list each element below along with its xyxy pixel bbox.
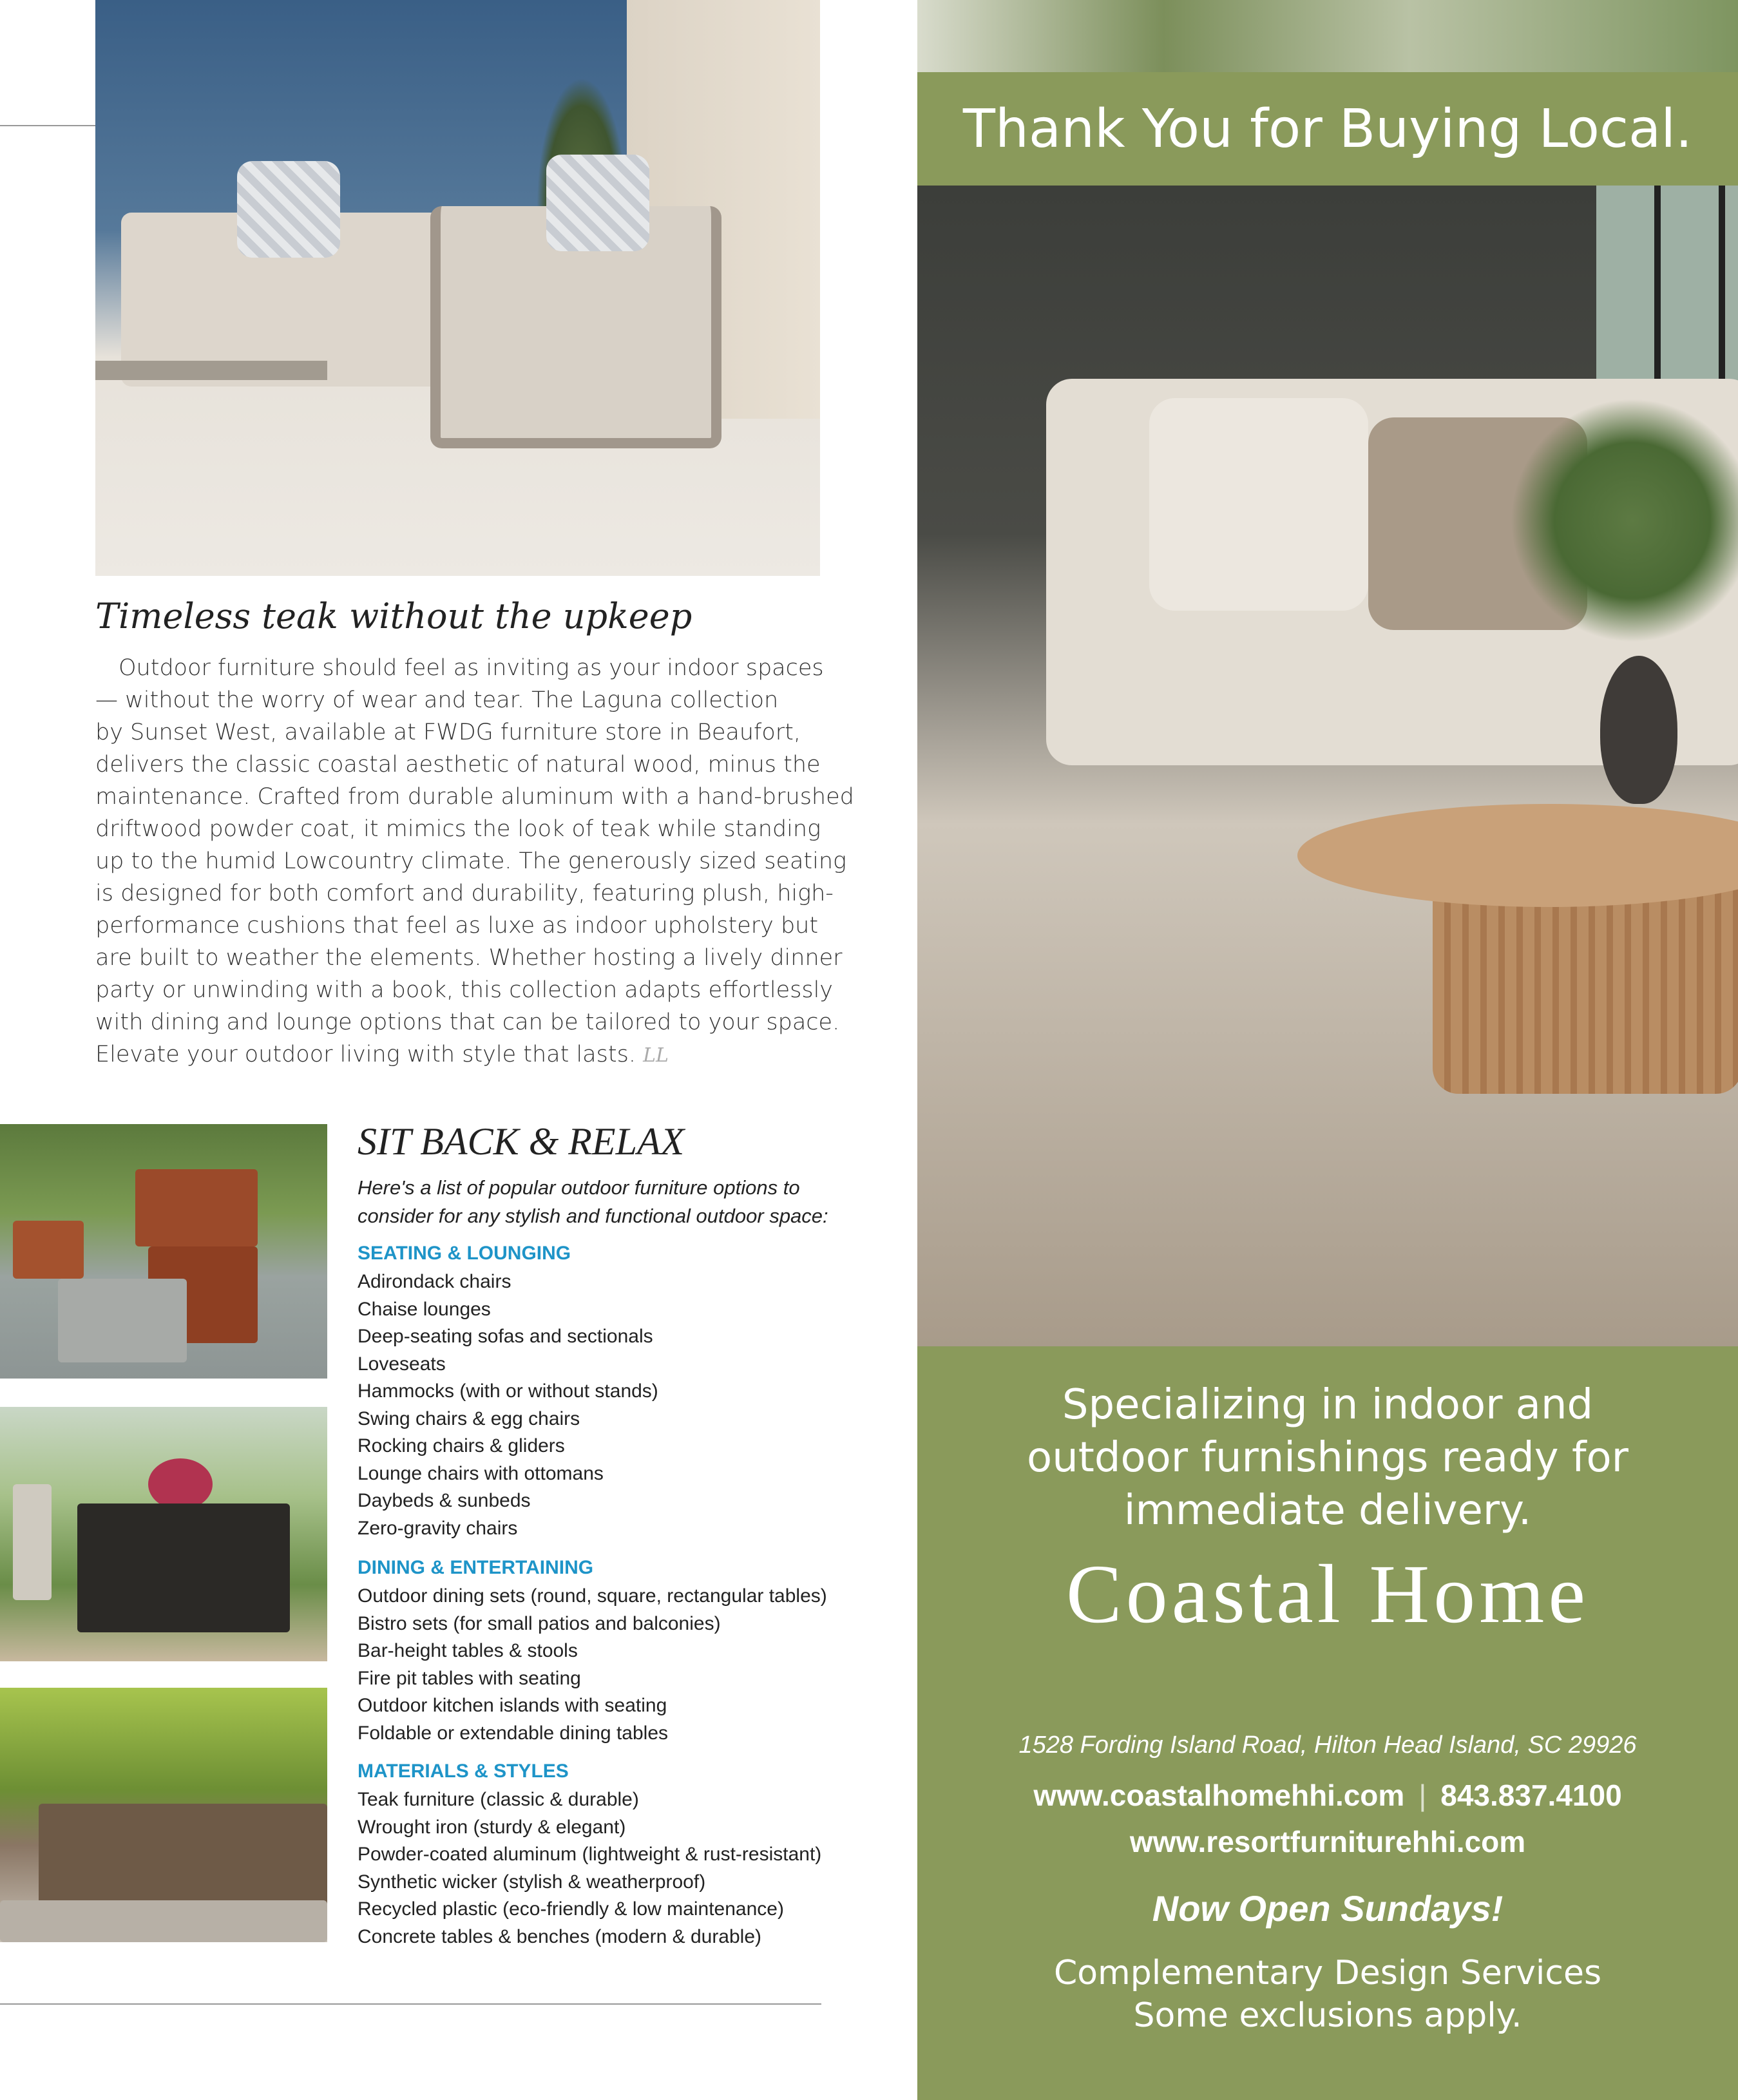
top-divider: [0, 125, 97, 126]
list-item: Rocking chairs & gliders: [358, 1435, 565, 1456]
list-item: Fire pit tables with seating: [358, 1667, 581, 1689]
list-item: Bistro sets (for small patios and balconies): [358, 1612, 721, 1634]
body-line: are built to weather the elements. Whether hosting a lively dinner: [95, 945, 843, 971]
category-heading: DINING & ENTERTAINING: [358, 1557, 594, 1578]
patio-furniture-photo: [95, 0, 820, 576]
ad-tagline: [917, 1379, 1738, 1537]
category-dining: [358, 1554, 847, 1747]
list-item: Teak furniture (classic & durable): [358, 1789, 639, 1810]
body-line: Elevate your outdoor living with style that lasts.: [95, 1042, 636, 1067]
body-line: driftwood powder coat, it mimics the look of teak while standing: [95, 816, 821, 842]
list-item: Loveseats: [358, 1353, 446, 1375]
list-item: Outdoor dining sets (round, square, rectangular tables): [358, 1585, 827, 1607]
article-headline: Timeless teak without the upkeep: [95, 596, 692, 636]
body-line: party or unwinding with a book, this collection adapts effortlessly: [95, 977, 834, 1003]
list-item: Deep-seating sofas and sectionals: [358, 1326, 653, 1347]
list-item: Synthetic wicker (stylish & weatherproof): [358, 1871, 706, 1893]
body-line: delivers the classic coastal aesthetic of natural wood, minus the: [95, 752, 821, 778]
category-heading: SEATING & LOUNGING: [358, 1243, 571, 1264]
list-item: Lounge chairs with ottomans: [358, 1462, 604, 1484]
olive-tree-photo-strip: [917, 0, 1738, 72]
list-item: Daybeds & sunbeds: [358, 1490, 531, 1511]
tagline-line: immediate delivery.: [1123, 1487, 1532, 1534]
list-item: Zero-gravity chairs: [358, 1517, 518, 1539]
category-heading: MATERIALS & STYLES: [358, 1761, 569, 1782]
intro-line: Here's a list of popular outdoor furniture options to: [358, 1176, 800, 1199]
body-line: Outdoor furniture should feel as inviting as your indoor spaces: [119, 655, 824, 681]
category-seating: [358, 1240, 847, 1542]
contact-separator: |: [1418, 1779, 1427, 1812]
body-line: with dining and lounge options that can be tailored to your space.: [95, 1009, 840, 1035]
store-address: 1528 Fording Island Road, Hilton Head Island, SC 29926: [1018, 1732, 1637, 1759]
list-item: Hammocks (with or without stands): [358, 1380, 658, 1402]
body-line: up to the humid Lowcountry climate. The generously sized seating: [95, 848, 847, 874]
sidebar-intro: [358, 1174, 847, 1230]
intro-line: consider for any stylish and functional outdoor space:: [358, 1205, 828, 1227]
author-signoff: LL: [643, 1044, 669, 1067]
list-item: Wrought iron (sturdy & elegant): [358, 1816, 626, 1838]
body-line: maintenance. Crafted from durable aluminum with a hand-brushed: [95, 784, 854, 810]
design-line: Some exclusions apply.: [1133, 1996, 1522, 2035]
list-item: Outdoor kitchen islands with seating: [358, 1695, 667, 1716]
list-item: Chaise lounges: [358, 1298, 491, 1320]
list-item: Concrete tables & benches (modern & durable): [358, 1925, 762, 1947]
tagline-line: Specializing in indoor and: [1062, 1381, 1594, 1429]
body-line: by Sunset West, available at FWDG furniture store in Beaufort,: [95, 720, 801, 745]
wrought-iron-set-photo: [0, 1407, 327, 1661]
contact-line: [917, 1778, 1738, 1813]
phone-number[interactable]: 843.837.4100: [1440, 1779, 1622, 1812]
website-link[interactable]: www.coastalhomehhi.com: [1033, 1779, 1405, 1812]
body-line: performance cushions that feel as luxe as indoor upholstery but: [95, 913, 819, 939]
ad-header-title: Thank You for Buying Local.: [962, 98, 1693, 160]
website2-link[interactable]: www.resortfurniturehhi.com: [1129, 1825, 1526, 1858]
body-line: — without the worry of wear and tear. The Laguna collection: [95, 687, 779, 713]
living-room-photo: [917, 186, 1738, 1346]
design-services-text: [917, 1952, 1738, 2037]
sidebar-title: SIT BACK & RELAX: [358, 1120, 685, 1163]
adirondack-chairs-photo: [0, 1124, 327, 1379]
list-item: Swing chairs & egg chairs: [358, 1408, 580, 1429]
body-line: is designed for both comfort and durability, featuring plush, high-: [95, 881, 834, 906]
list-item: Foldable or extendable dining tables: [358, 1722, 669, 1744]
article-body: [95, 652, 854, 1072]
design-line: Complementary Design Services: [1053, 1954, 1602, 1992]
list-item: Bar-height tables & stools: [358, 1640, 578, 1661]
bottom-divider: [0, 2003, 821, 2005]
tagline-line: outdoor furnishings ready for: [1027, 1434, 1628, 1482]
list-item: Powder-coated aluminum (lightweight & rust-resistant): [358, 1844, 822, 1865]
category-materials: [358, 1758, 847, 1951]
list-item: Adirondack chairs: [358, 1271, 511, 1292]
wicker-dining-photo: [0, 1688, 327, 1942]
open-sundays-text: Now Open Sundays!: [1152, 1888, 1504, 1929]
list-item: Recycled plastic (eco-friendly & low maintenance): [358, 1898, 784, 1920]
coastal-home-logo: Coastal Home: [1065, 1548, 1590, 1641]
